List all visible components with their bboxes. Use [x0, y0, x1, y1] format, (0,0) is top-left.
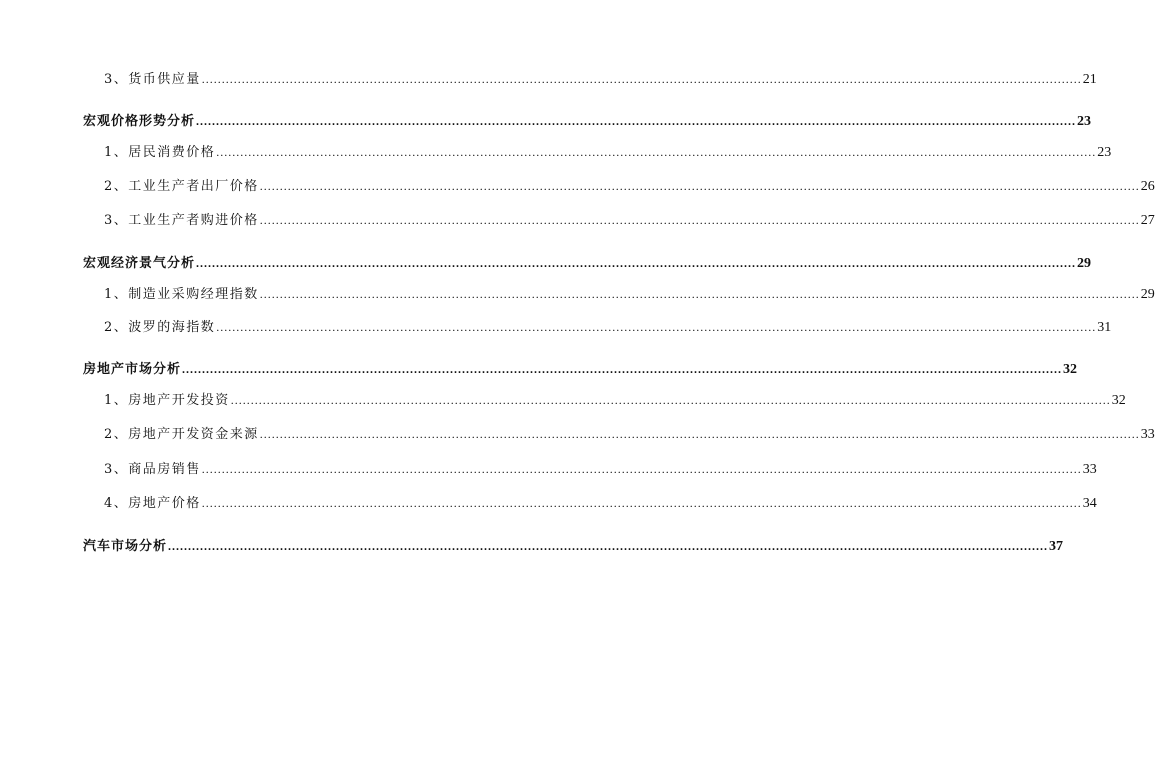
toc-dot-leader: ............................................................................................................................................................................................................................ — [259, 427, 1140, 441]
toc-section-entry[interactable] — [104, 209, 1155, 229]
toc-page-number: 37 — [1049, 539, 1064, 554]
toc-page-number: 21 — [1082, 72, 1097, 87]
toc-dot-leader: ............................................................................................................................................................................................................................ — [216, 145, 1097, 159]
toc-entry-title: 1、制造业采购经理指数 — [104, 287, 259, 302]
toc-page-number: 23 — [1077, 114, 1092, 129]
toc-page-number: 27 — [1140, 213, 1155, 228]
toc-dot-leader: ............................................................................................................................................................................................................................ — [196, 256, 1077, 270]
toc-dot-leader: ............................................................................................................................................................................................................................ — [168, 539, 1049, 553]
toc-entry-title: 1、居民消费价格 — [104, 145, 216, 160]
toc-entry-title: 汽车市场分析 — [83, 539, 168, 554]
toc-entry-title: 3、商品房销售 — [104, 462, 201, 477]
toc-page-number: 23 — [1097, 145, 1112, 160]
toc-entry-title: 宏观经济景气分析 — [83, 256, 196, 271]
toc-chapter-entry[interactable] — [83, 358, 1078, 378]
toc-dot-leader: ............................................................................................................................................................................................................................ — [196, 114, 1077, 128]
toc-page-number: 33 — [1082, 462, 1097, 477]
toc-section-entry[interactable] — [104, 492, 1097, 512]
toc-dot-leader: ............................................................................................................................................................................................................................ — [259, 179, 1140, 193]
toc-entry-title: 2、波罗的海指数 — [104, 320, 216, 335]
toc-entry-title: 宏观价格形势分析 — [83, 114, 196, 129]
toc-dot-leader: ............................................................................................................................................................................................................................ — [201, 462, 1082, 476]
toc-section-entry[interactable] — [104, 389, 1126, 409]
toc-entry-title: 3、货币供应量 — [104, 72, 201, 87]
toc-entry-title: 3、工业生产者购进价格 — [104, 213, 259, 228]
toc-page-number: 29 — [1140, 287, 1155, 302]
toc-section-entry[interactable] — [104, 458, 1097, 478]
toc-dot-leader: ............................................................................................................................................................................................................................ — [182, 362, 1063, 376]
toc-page-number: 26 — [1140, 179, 1155, 194]
toc-page-number: 32 — [1111, 393, 1126, 408]
toc-page-number: 29 — [1077, 256, 1092, 271]
toc-dot-leader: ............................................................................................................................................................................................................................ — [201, 72, 1082, 86]
toc-dot-leader: ............................................................................................................................................................................................................................ — [259, 213, 1140, 227]
toc-chapter-entry[interactable] — [83, 535, 1064, 555]
toc-entry-title: 2、房地产开发资金来源 — [104, 427, 259, 442]
toc-section-entry[interactable] — [104, 283, 1155, 303]
toc-entry-title: 2、工业生产者出厂价格 — [104, 179, 259, 194]
toc-section-entry[interactable] — [104, 316, 1112, 336]
toc-page-number: 34 — [1082, 496, 1097, 511]
toc-page-number: 32 — [1063, 362, 1078, 377]
toc-dot-leader: ............................................................................................................................................................................................................................ — [201, 496, 1082, 510]
toc-page-number: 31 — [1097, 320, 1112, 335]
toc-entry-title: 1、房地产开发投资 — [104, 393, 230, 408]
toc-chapter-entry[interactable] — [83, 252, 1092, 272]
toc-section-entry[interactable] — [104, 141, 1112, 161]
toc-dot-leader: ............................................................................................................................................................................................................................ — [230, 393, 1111, 407]
toc-section-entry[interactable] — [104, 175, 1155, 195]
toc-entry-title: 房地产市场分析 — [83, 362, 182, 377]
toc-dot-leader: ............................................................................................................................................................................................................................ — [259, 287, 1140, 301]
toc-chapter-entry[interactable] — [83, 110, 1092, 130]
toc-section-entry[interactable] — [104, 68, 1097, 88]
toc-page-number: 33 — [1140, 427, 1155, 442]
toc-dot-leader: ............................................................................................................................................................................................................................ — [216, 320, 1097, 334]
toc-entry-title: 4、房地产价格 — [104, 496, 201, 511]
toc-section-entry[interactable] — [104, 423, 1155, 443]
